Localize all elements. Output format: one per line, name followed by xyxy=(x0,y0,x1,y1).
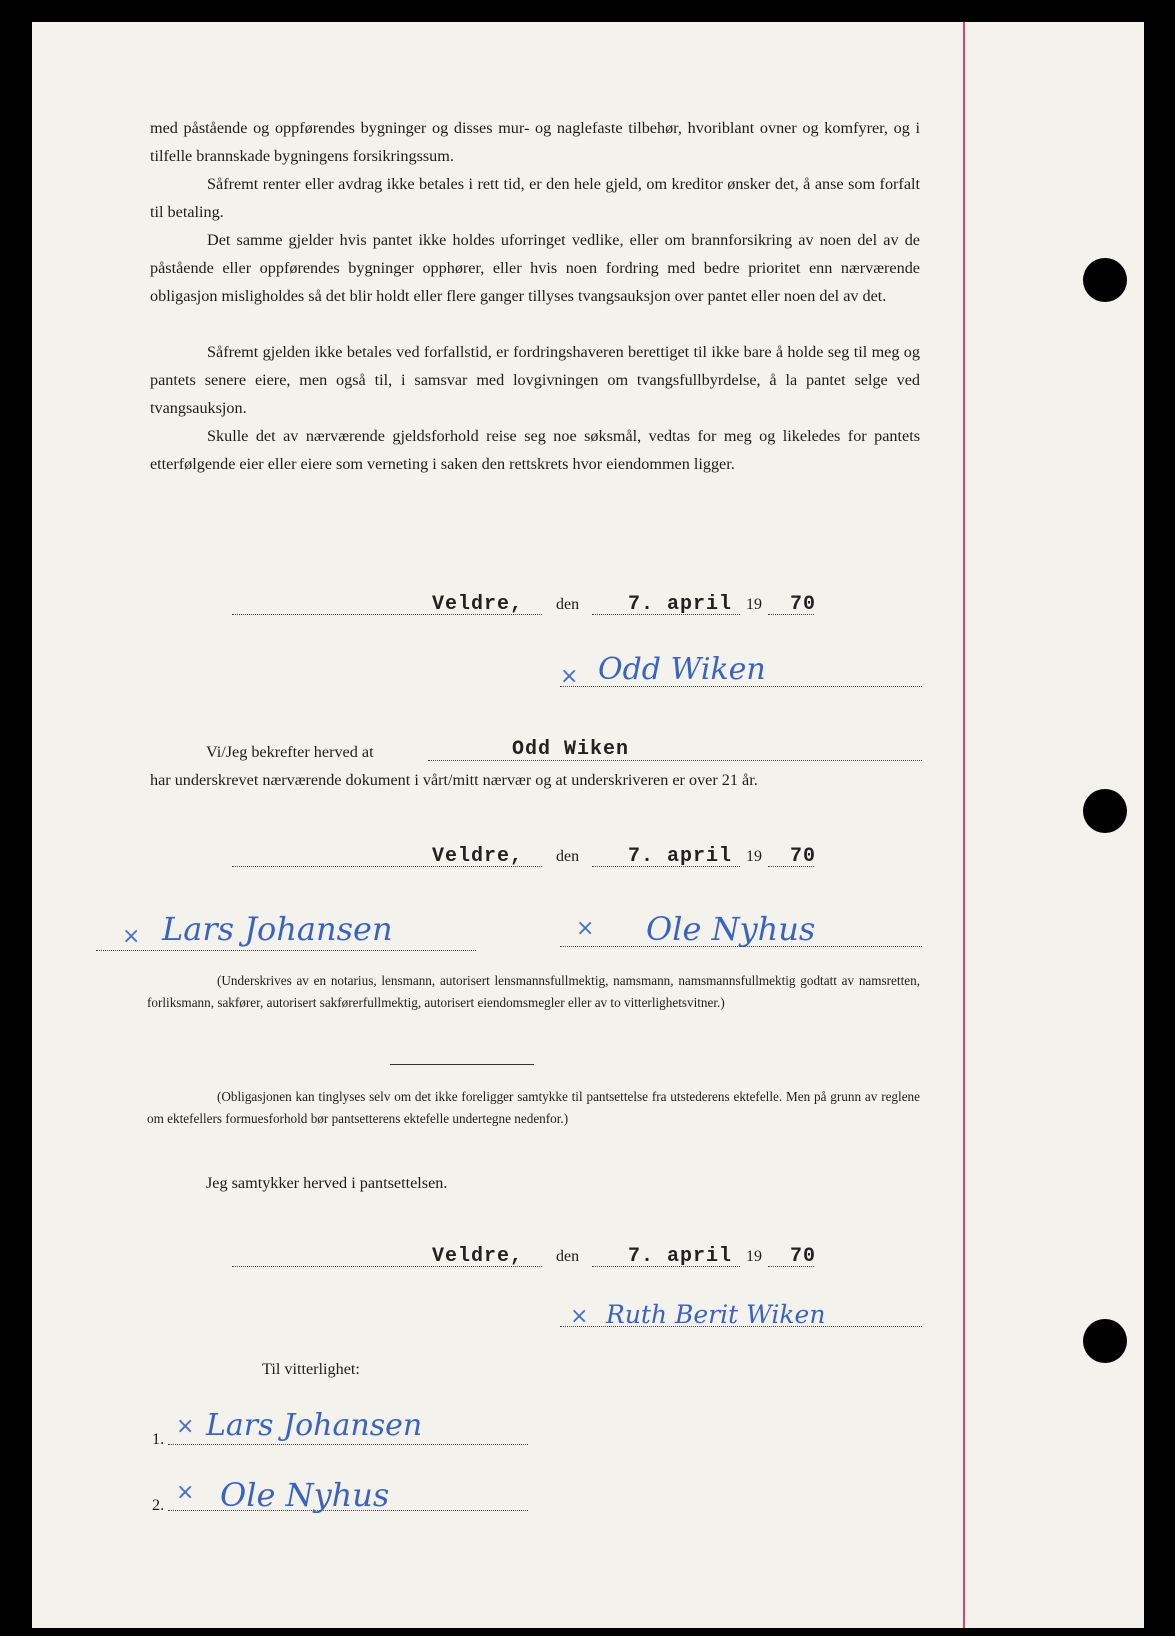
notary-note: (Underskrives av en notarius, lensmann, autorisert lensmannsfullmektig, namsmann, namsmannsfullmektig godtatt av namsretten, forliksmann, sakfører, autorisert sakførerfullmektig, autorisert eiendomsmegler eller av to vitterlighetsvitner.) xyxy=(147,973,920,1010)
cross-mark: × xyxy=(570,1304,589,1329)
date-place: Veldre, xyxy=(432,845,524,868)
witness-line-2 xyxy=(168,1510,528,1511)
cross-mark: × xyxy=(122,924,141,949)
date-year-suffix: 70 xyxy=(790,1245,817,1268)
paragraph-maintenance: Det samme gjelder hvis pantet ikke holdes uforringet vedlike, eller om brannforsikring av noen del av de påstående eller oppførendes bygninger opphører, eller hvis noen fordring med bedre prioritet enn nærværende obligasjon misligholdes så det blir holdt eller flere ganger tillyses tvangsauksjon over pantet eller noen del av det. xyxy=(150,231,920,305)
date-day-month: 7. april xyxy=(628,593,733,616)
paragraph-default-interest: Såfremt renter eller avdrag ikke betales i rett tid, er den hele gjeld, om kreditor ønsker det, å anse som forfalt til betaling. xyxy=(150,175,920,221)
cross-mark: × xyxy=(176,1480,195,1505)
date-day-month: 7. april xyxy=(628,1245,733,1268)
date-year-suffix: 70 xyxy=(790,845,817,868)
witness-line-1 xyxy=(168,1444,528,1445)
date-year-prefix: 19 xyxy=(746,1248,762,1265)
cross-mark: × xyxy=(576,916,595,941)
certify-text: har underskrevet nærværende dokument i vårt/mitt nærvær og at underskriveren er over 21 år. xyxy=(150,771,758,789)
certify-name-dots xyxy=(428,760,922,761)
date-den-label: den xyxy=(556,1248,580,1265)
signature-witness-1: Lars Johansen xyxy=(162,910,393,948)
signature-line xyxy=(560,1326,922,1327)
witness-heading: Til vitterlighet: xyxy=(262,1360,360,1378)
signature-line xyxy=(560,686,922,687)
witness-number-1: 1. xyxy=(152,1430,165,1448)
witness-signature-2: Ole Nyhus xyxy=(220,1476,390,1514)
date-year-prefix: 19 xyxy=(746,596,762,613)
certify-name: Odd Wiken xyxy=(512,738,630,761)
date-day-month: 7. april xyxy=(628,845,733,868)
section-divider xyxy=(390,1064,534,1065)
signature-spouse: Ruth Berit Wiken xyxy=(606,1300,826,1329)
witness-number-2: 2. xyxy=(152,1496,165,1514)
date-year-prefix: 19 xyxy=(746,848,762,865)
paragraph-venue: Skulle det av nærværende gjeldsforhold reise seg noe søksmål, vedtas for meg og likeledes for pantets etterfølgende eier eller eiere som verneting i saken den rettskrets hvor eiendommen ligger. xyxy=(150,427,920,473)
consent-text: Jeg samtykker herved i pantsettelsen. xyxy=(206,1174,448,1192)
signature-line xyxy=(560,946,922,947)
margin-line xyxy=(963,22,965,1628)
cross-mark: × xyxy=(560,664,579,689)
spouse-note: (Obligasjonen kan tinglyses selv om det ikke foreligger samtykke til pantsettelse fra utstederens ektefelle. Men på grunn av reglene om ektefellers formuesforhold bør pantsetterens ektefelle undertegne nedenfor.) xyxy=(147,1089,920,1126)
date-place: Veldre, xyxy=(432,1245,524,1268)
paragraph-property: med påstående og oppførendes bygninger og disses mur- og naglefaste tilbehør, hvoriblant ovner og komfyrer, og i tilfelle brannskade bygningens forsikringssum. xyxy=(150,119,920,165)
witness-signature-1: Lars Johansen xyxy=(206,1408,423,1443)
date-den-label: den xyxy=(556,596,580,613)
date-den-label: den xyxy=(556,848,580,865)
cross-mark: × xyxy=(176,1414,195,1439)
signature-owner: Odd Wiken xyxy=(598,652,766,687)
signature-line xyxy=(96,950,476,951)
signature-witness-2: Ole Nyhus xyxy=(646,910,816,948)
punch-hole-top xyxy=(1083,258,1127,302)
punch-hole-bottom xyxy=(1083,1319,1127,1363)
certify-lead: Vi/Jeg bekrefter herved at xyxy=(206,743,374,761)
date-place: Veldre, xyxy=(432,593,524,616)
punch-hole-middle xyxy=(1083,789,1127,833)
paragraph-enforcement: Såfremt gjelden ikke betales ved forfallstid, er fordringshaveren berettiget til ikke bare å holde seg til meg og pantets senere eiere, men også til, i samsvar med lovgivningen om tvangsfullbyrdelse, å la pantet selge ved tvangsauksjon. xyxy=(150,343,920,417)
date-year-suffix: 70 xyxy=(790,593,817,616)
